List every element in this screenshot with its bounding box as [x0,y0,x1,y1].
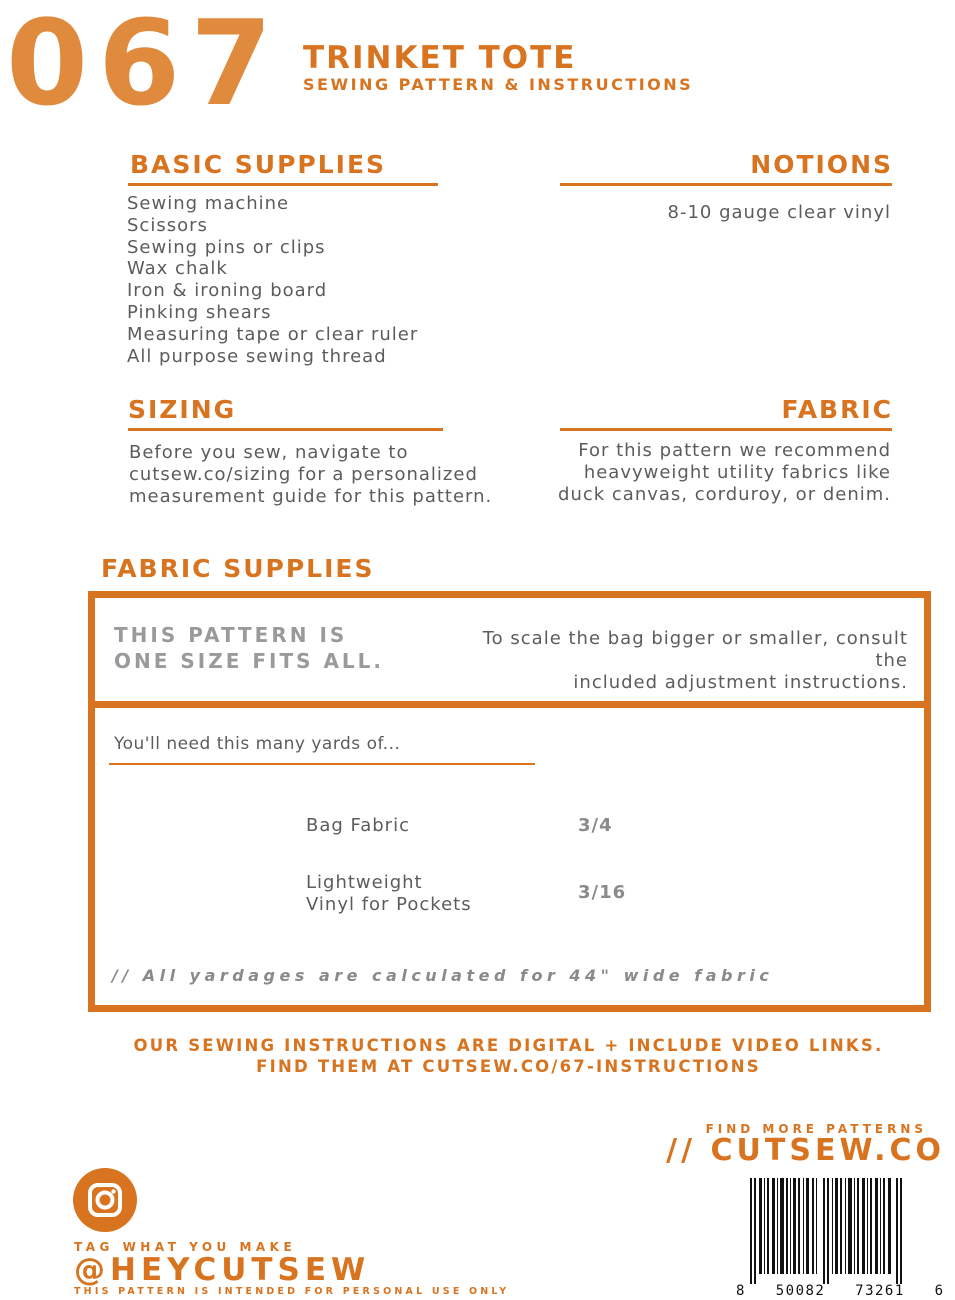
sizing-link-line: cutsew.co/sizing for a personalized [129,464,478,485]
basic-supplies-rule [128,183,438,186]
one-size-note [114,622,414,674]
list-item: Sewing pins or clips [127,236,326,258]
fabric-row-label-line: Lightweight [306,872,423,893]
list-item: Wax chalk [127,258,228,280]
pattern-number: 067 [6,0,283,132]
fabric-line: heavyweight utility fabrics like [583,462,891,483]
list-item: Measuring tape or clear ruler [127,323,419,345]
tag-label: TAG WHAT YOU MAKE [74,1240,297,1254]
sizing-line: Before you sew, navigate to [129,442,409,463]
fabric-row-label [306,815,410,837]
fabric-supplies-heading: FABRIC SUPPLIES [101,554,375,583]
find-more-label: FIND MORE PATTERNS [705,1122,927,1136]
scale-line: To scale the bag bigger or smaller, consult the [482,628,908,671]
fabric-row-amount: 3/4 [578,815,613,836]
fabric-row-label-line: Bag Fabric [306,815,410,836]
list-item: Scissors [127,214,208,236]
yardage-label: You'll need this many yards of... [114,734,401,754]
sizing-heading: SIZING [128,395,237,424]
barcode-digits: 8 50082 73261 6 [736,1283,945,1299]
instructions-line: OUR SEWING INSTRUCTIONS ARE DIGITAL + INCLUDE VIDEO LINKS. [133,1036,884,1055]
personal-use-note: THIS PATTERN IS INTENDED FOR PERSONAL USE ONLY [74,1286,510,1297]
list-item: All purpose sewing thread [127,345,387,367]
barcode [746,1178,908,1284]
fabric-line: For this pattern we recommend [578,440,891,461]
fabric-row-amount: 3/16 [578,882,627,903]
fabric-text [531,440,891,506]
notions-heading: NOTIONS [750,150,893,179]
social-handle[interactable]: @HEYCUTSEW [74,1252,371,1288]
notions-rule [560,183,892,186]
yardage-rule [109,763,535,765]
instagram-icon [73,1168,137,1232]
notions-text: 8-10 gauge clear vinyl [667,202,891,223]
sizing-rule [128,428,443,431]
yardage-footnote: // All yardages are calculated for 44" wide fabric [112,966,774,985]
list-item: Iron & ironing board [127,280,328,302]
basic-supplies-list [127,193,418,367]
fabric-line: duck canvas, corduroy, or denim. [558,484,891,505]
scale-line: included adjustment instructions. [573,672,908,693]
sizing-text [129,442,509,508]
fabric-heading: FABRIC [781,395,893,424]
pattern-subtitle: SEWING PATTERN & INSTRUCTIONS [303,75,694,94]
scale-note [448,628,908,694]
fabric-rule [560,428,892,431]
list-item: Pinking shears [127,301,272,323]
fabric-row-label-line: Vinyl for Pockets [306,894,472,915]
instagram-button[interactable] [73,1168,137,1232]
list-item: Sewing machine [127,193,290,214]
one-size-line: ONE SIZE FITS ALL. [114,649,385,673]
fabric-row-label [306,872,506,916]
instructions-link: FIND THEM AT CUTSEW.CO/67-INSTRUCTIONS [256,1057,761,1076]
site-link: // CUTSEW.CO [666,1133,945,1168]
basic-supplies-heading: BASIC SUPPLIES [130,150,387,179]
pattern-title: TRINKET TOTE [303,40,577,76]
one-size-line: THIS PATTERN IS [114,623,348,647]
sizing-line: measurement guide for this pattern. [129,486,493,507]
